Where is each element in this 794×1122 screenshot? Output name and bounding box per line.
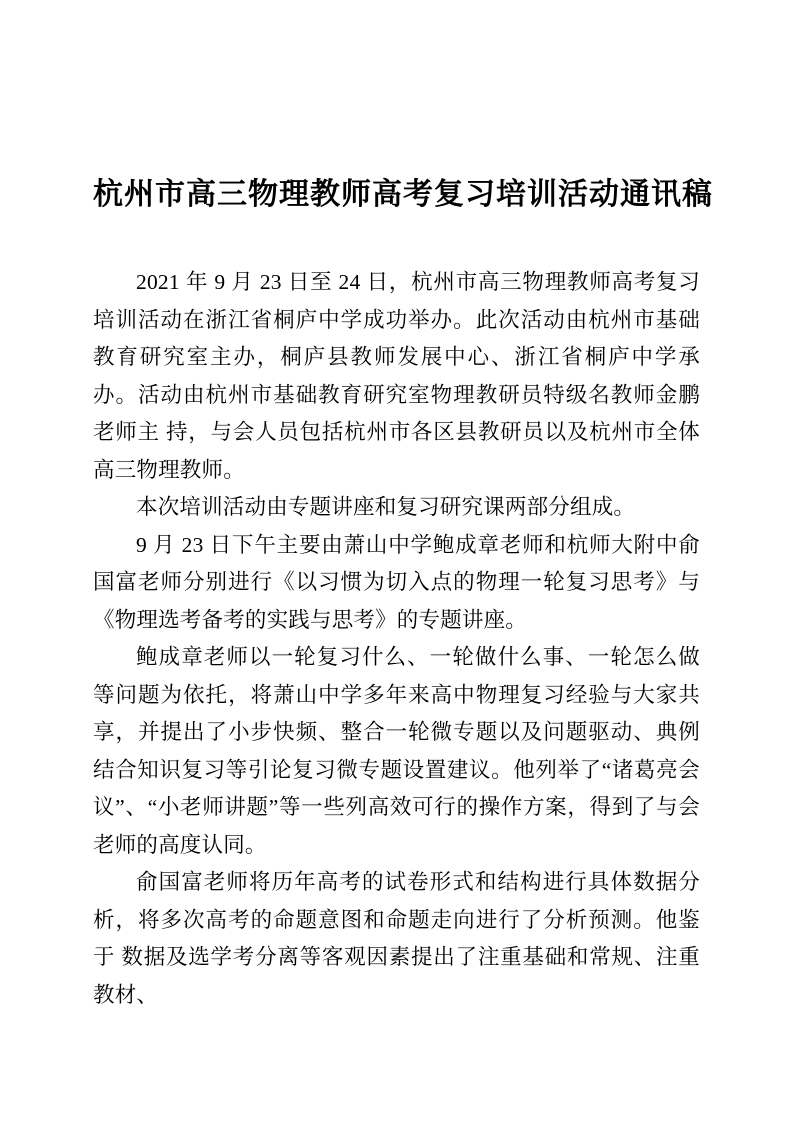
paragraph-intro: 2021 年 9 月 23 日至 24 日，杭州市高三物理教师高考复习培训活动在浙江省桐庐中学成功举办。此次活动由杭州市基础教育研究室主办，桐庐县教师发展中心、浙江省桐庐中学承办。活动由杭州市基础教育研究室物理教研员特级名教师金鹏老师主 持，与会人员包括杭州市各区县教研员以及杭州市全体高三物理教师。 [93,270,700,482]
document-title: 杭州市高三物理教师高考复习培训活动通讯稿 [93,178,713,211]
paragraph-lectures: 9 月 23 日下午主要由萧山中学鲍成章老师和杭师大附中俞国富老师分别进行《以习惯为切入点的物理一轮复习思考》与《物理选考备考的实践与思考》的专题讲座。 [93,532,700,632]
paragraph-baochengzhang: 鲍成章老师以一轮复习什么、一轮做什么事、一轮怎么做等问题为依托，将萧山中学多年来高中物理复习经验与大家共享，并提出了小步快频、整合一轮微专题以及问题驱动、典例结合知识复习等引论复习微专题设置建议。他列举了“诸葛亮会议”、“小老师讲题”等一些列高效可行的操作方案，得到了与会老师的高度认同。 [93,645,700,857]
paragraph-overview: 本次培训活动由专题讲座和复习研究课两部分组成。 [136,495,636,519]
document-body [93,264,700,1014]
paragraph-yuguofu: 俞国富老师将历年高考的试卷形式和结构进行具体数据分析，将多次高考的命题意图和命题走向进行了分析预测。他鉴于 数据及选学考分离等客观因素提出了注重基础和常规、注重教材、 [93,870,700,1007]
